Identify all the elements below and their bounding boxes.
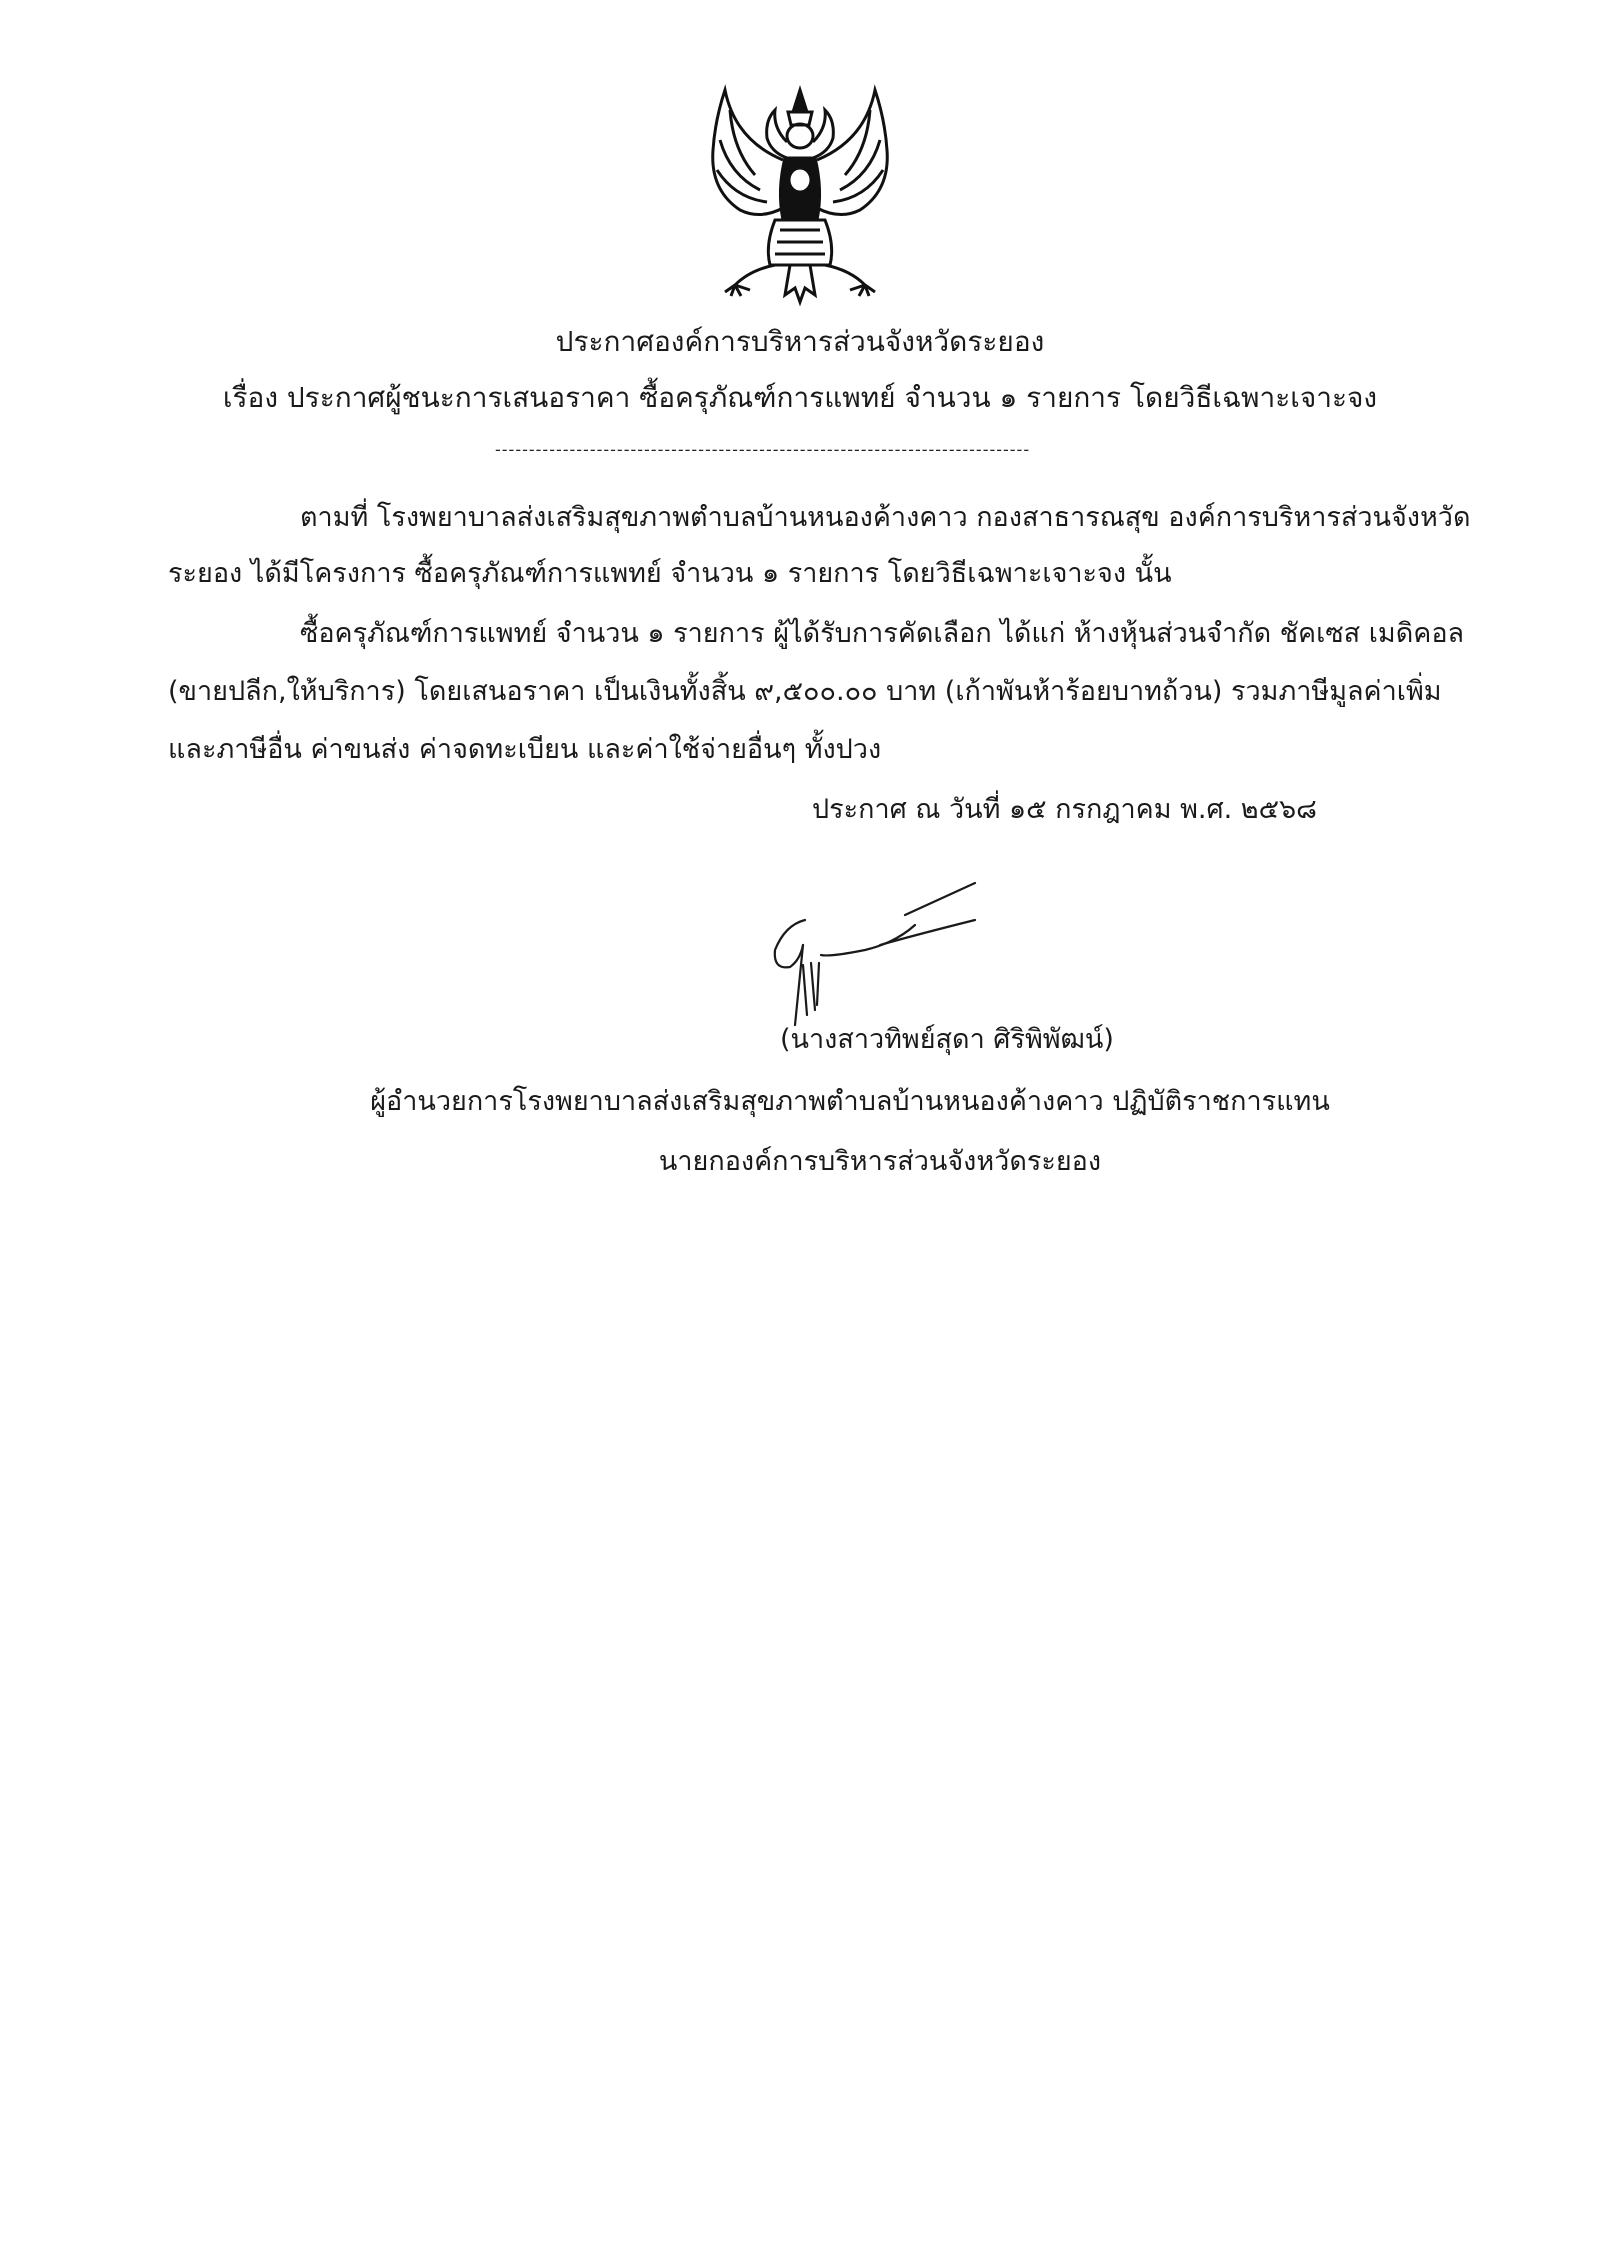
announcement-subject: เรื่อง ประกาศผู้ชนะการเสนอราคา ซื้อครุภัณฑ์การแพทย์ จำนวน ๑ รายการ โดยวิธีเฉพาะเจาะจง [222, 381, 1378, 414]
signer-position-line-1: ผู้อำนวยการโรงพยาบาลส่งเสริมสุขภาพตำบลบ้านหนองค้างคาว ปฏิบัติราชการแทน [370, 1086, 1330, 1117]
handwritten-signature-icon [745, 875, 1045, 1035]
body-line-3: ซื้อครุภัณฑ์การแพทย์ จำนวน ๑ รายการ ผู้ได้รับการคัดเลือก ได้แก่ ห้างหุ้นส่วนจำกัด ชัคเซส เมดิคอล [300, 618, 1465, 649]
body-line-2: ระยอง ได้มีโครงการ ซื้อครุภัณฑ์การแพทย์ จำนวน ๑ รายการ โดยวิธีเฉพาะเจาะจง นั้น [168, 558, 1172, 589]
signer-position-line-2: นายกองค์การบริหารส่วนจังหวัดระยอง [658, 1146, 1102, 1177]
announcement-title: ประกาศองค์การบริหารส่วนจังหวัดระยอง [555, 325, 1045, 358]
body-line-1: ตามที่ โรงพยาบาลส่งเสริมสุขภาพตำบลบ้านหนองค้างคาว กองสาธารณสุข องค์การบริหารส่วนจังหวัด [300, 502, 1471, 533]
garuda-emblem-icon [695, 80, 905, 310]
signer-name: (นางสาวทิพย์สุดา ศิริพิพัฒน์) [780, 1024, 1114, 1055]
body-line-4: (ขายปลีก,ให้บริการ) โดยเสนอราคา เป็นเงินทั้งสิ้น ๙,๕๐๐.๐๐ บาท (เก้าพันห้าร้อยบาทถ้วน) รวมภาษีมูลค่าเพิ่ม [168, 676, 1442, 707]
body-line-5: และภาษีอื่น ค่าขนส่ง ค่าจดทะเบียน และค่าใช้จ่ายอื่นๆ ทั้งปวง [168, 734, 882, 765]
announcement-date: ประกาศ ณ วันที่ ๑๕ กรกฎาคม พ.ศ. ๒๕๖๘ [812, 794, 1317, 825]
separator-line: ------------------------------------------------------------------------------- [495, 440, 1031, 459]
